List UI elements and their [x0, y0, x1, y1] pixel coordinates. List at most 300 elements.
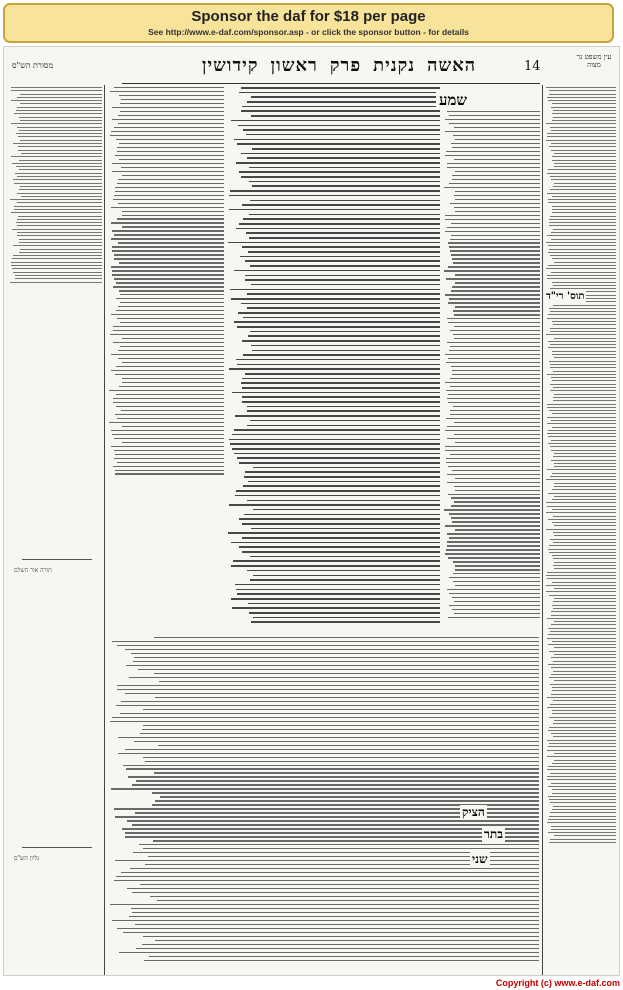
text-line [548, 443, 616, 444]
text-line [550, 176, 617, 177]
text-line [553, 387, 616, 388]
text-line [448, 557, 540, 558]
text-line [554, 466, 616, 467]
text-line [119, 952, 539, 953]
text-line [20, 249, 102, 250]
text-line [550, 446, 616, 447]
text-line [554, 654, 616, 655]
text-line [444, 187, 540, 188]
text-line [552, 380, 617, 381]
text-line [142, 729, 539, 730]
text-line [229, 368, 440, 370]
text-line [547, 318, 616, 319]
text-line [550, 344, 616, 345]
text-line [548, 519, 616, 520]
text-line [546, 140, 616, 141]
text-line [245, 260, 440, 262]
text-line [552, 120, 616, 121]
text-line [550, 331, 616, 332]
text-line [449, 183, 540, 184]
text-line [550, 127, 616, 128]
text-line [554, 621, 616, 622]
text-line [114, 254, 224, 255]
text-line [247, 307, 440, 309]
text-line [445, 553, 540, 554]
text-line [548, 199, 616, 200]
text-line [447, 227, 540, 228]
text-line [553, 532, 616, 533]
text-line [239, 546, 441, 548]
text-line [115, 187, 224, 188]
text-line [450, 346, 540, 347]
text-line [552, 212, 616, 213]
text-line [122, 828, 539, 829]
text-line [552, 282, 616, 283]
text-line [553, 397, 616, 398]
text-line [119, 290, 224, 291]
text-line [550, 802, 616, 803]
text-line [548, 202, 616, 203]
text-line [13, 255, 102, 256]
text-line [112, 171, 224, 172]
text-line [232, 607, 440, 609]
text-line [123, 932, 539, 933]
text-line [118, 753, 539, 754]
text-line [112, 920, 539, 921]
text-line [450, 330, 540, 331]
text-line [452, 286, 540, 287]
text-line [547, 740, 616, 741]
text-line [243, 485, 440, 487]
text-line [237, 457, 440, 459]
text-line [251, 621, 440, 623]
text-line [450, 378, 540, 379]
text-line [550, 812, 616, 813]
text-line [245, 373, 440, 375]
text-line [546, 334, 616, 335]
text-line [445, 450, 540, 451]
text-line [11, 123, 102, 124]
text-line [17, 193, 102, 194]
text-line [133, 661, 539, 662]
text-line [116, 394, 224, 395]
text-line [453, 334, 540, 335]
text-line [158, 745, 539, 746]
text-line [553, 671, 616, 672]
text-line [450, 386, 540, 387]
text-line [546, 87, 616, 88]
header-word-3: פרק [329, 55, 362, 76]
text-line [237, 143, 440, 145]
text-line [444, 270, 540, 271]
text-line [447, 589, 540, 590]
text-line [126, 768, 539, 769]
text-line [125, 832, 539, 833]
text-line [551, 611, 616, 612]
text-line [115, 155, 224, 156]
text-line [550, 476, 616, 477]
text-line [548, 634, 616, 635]
text-line [120, 302, 224, 303]
text-line [117, 151, 224, 152]
text-line [13, 143, 102, 144]
text-line [125, 649, 539, 650]
text-line [553, 371, 616, 372]
text-line [134, 741, 539, 742]
text-line [122, 215, 224, 216]
lower-mark-2: שני [472, 852, 488, 866]
text-line [549, 146, 616, 147]
text-line [548, 314, 616, 315]
text-line [550, 189, 616, 190]
text-line [121, 410, 224, 411]
text-line [446, 462, 540, 463]
text-line [241, 303, 440, 305]
text-line [551, 826, 616, 827]
text-line [547, 97, 616, 98]
text-line [552, 156, 616, 157]
text-line [448, 242, 540, 243]
text-line [17, 176, 102, 177]
text-line [248, 335, 440, 337]
lower-commentary-block [109, 637, 539, 967]
text-line [550, 684, 616, 685]
text-line [548, 245, 616, 246]
text-line [122, 211, 224, 212]
text-line [447, 482, 540, 483]
text-line [122, 175, 224, 176]
text-line [551, 440, 616, 441]
text-line [12, 163, 102, 164]
text-line [119, 95, 224, 96]
text-line [111, 238, 224, 239]
text-line [117, 183, 224, 184]
left-margin-divider [104, 85, 105, 975]
text-line [444, 509, 540, 510]
rashi-heading-box: תוס' רי"ד [546, 291, 585, 302]
text-line [17, 219, 102, 220]
text-line [547, 707, 616, 708]
text-line [547, 423, 616, 424]
text-line [549, 743, 616, 744]
text-line [552, 605, 616, 606]
text-line [243, 129, 440, 131]
text-line [552, 473, 616, 474]
text-line [552, 690, 616, 691]
text-line [237, 326, 440, 328]
lower-mark-3: הציק [462, 805, 485, 819]
text-line [554, 753, 616, 754]
text-line [447, 545, 540, 546]
text-line [446, 418, 540, 419]
text-line [11, 262, 102, 263]
text-line [118, 358, 224, 359]
text-line [239, 92, 440, 94]
text-line [242, 204, 440, 206]
text-line [553, 186, 616, 187]
text-line [445, 354, 540, 355]
text-line [120, 111, 224, 112]
text-line [228, 242, 440, 244]
text-line [110, 334, 224, 335]
text-line [551, 783, 616, 784]
text-line [550, 704, 616, 705]
text-line [551, 232, 616, 233]
text-line [455, 139, 540, 140]
text-line [111, 430, 224, 431]
text-line [549, 717, 616, 718]
page-header [149, 55, 529, 76]
text-line [445, 446, 540, 447]
text-line [548, 549, 616, 550]
text-line [548, 100, 616, 101]
text-line [11, 156, 102, 157]
text-line [451, 517, 540, 518]
text-line [553, 608, 616, 609]
text-line [548, 796, 616, 797]
text-line [447, 111, 540, 112]
text-line [454, 486, 540, 487]
text-line [552, 582, 616, 583]
text-line [245, 275, 441, 277]
text-line [454, 195, 540, 196]
text-line [445, 525, 540, 526]
text-line [125, 693, 539, 694]
text-line [13, 245, 102, 246]
text-line [114, 195, 224, 196]
text-line [18, 150, 102, 151]
text-line [549, 225, 616, 226]
text-line [239, 223, 440, 225]
text-line [229, 209, 440, 211]
text-line [114, 87, 224, 88]
text-line [453, 573, 540, 574]
text-line [19, 117, 103, 118]
text-line [132, 824, 539, 825]
text-line [234, 429, 440, 431]
text-line [116, 366, 224, 367]
text-line [551, 450, 616, 451]
text-line [152, 792, 539, 793]
text-line [553, 324, 616, 325]
text-line [118, 350, 224, 351]
text-line [552, 687, 616, 688]
text-line [548, 430, 616, 431]
text-line [551, 272, 616, 273]
text-line [451, 290, 540, 291]
text-line [235, 415, 440, 417]
text-line [549, 552, 616, 553]
text-line [231, 120, 440, 122]
text-line [549, 842, 616, 843]
text-line [547, 776, 616, 777]
text-line [552, 113, 616, 114]
text-line [17, 225, 102, 226]
text-line [547, 618, 616, 619]
text-line [554, 598, 616, 599]
text-line [453, 581, 540, 582]
text-line [453, 310, 540, 311]
text-line [135, 924, 539, 925]
text-line [241, 87, 440, 89]
text-line [19, 189, 102, 190]
text-line [231, 298, 440, 300]
text-line [450, 410, 540, 411]
text-line [553, 601, 616, 602]
text-line [452, 609, 540, 610]
text-line [242, 396, 440, 398]
text-line [15, 173, 102, 174]
text-line [552, 710, 616, 711]
text-line [448, 617, 540, 618]
text-line [138, 669, 539, 670]
text-line [546, 585, 616, 586]
text-line [552, 641, 616, 642]
text-line [554, 453, 616, 454]
text-line [554, 568, 616, 569]
text-line [449, 350, 540, 351]
text-line [119, 386, 224, 387]
text-line [553, 110, 616, 111]
text-line [17, 107, 102, 108]
text-line [10, 282, 102, 283]
text-line [547, 750, 616, 751]
text-line [114, 450, 224, 451]
text-line [250, 556, 440, 558]
text-line [455, 585, 540, 586]
text-line [140, 884, 539, 885]
text-line [119, 159, 224, 160]
text-line [17, 127, 102, 128]
text-line [454, 314, 540, 315]
text-line [117, 462, 224, 463]
text-line [20, 120, 102, 121]
gemara-main-column [228, 87, 440, 627]
text-line [20, 140, 102, 141]
text-line [112, 107, 224, 108]
text-line [113, 330, 224, 331]
text-line [249, 181, 440, 183]
text-line [117, 645, 539, 646]
text-line [116, 298, 224, 299]
text-line [114, 458, 224, 459]
text-line [139, 844, 539, 845]
text-line [18, 216, 102, 217]
text-line [11, 100, 102, 101]
text-line [119, 143, 224, 144]
text-line [120, 322, 224, 323]
text-line [19, 169, 102, 170]
text-line [122, 226, 224, 227]
sponsor-banner-button[interactable] [3, 3, 614, 43]
text-line [150, 896, 539, 897]
text-line [112, 163, 224, 164]
sponsor-headline: Sponsor the daf for $18 per page [191, 8, 426, 25]
text-line [445, 131, 540, 132]
copyright-notice: Copyright (c) www.e-daf.com [495, 978, 620, 988]
talmud-page-scan [3, 46, 620, 976]
text-line [21, 196, 102, 197]
text-line [120, 346, 224, 347]
text-line [551, 420, 616, 421]
text-line [548, 628, 616, 629]
text-line [119, 262, 224, 263]
text-line [454, 326, 540, 327]
text-line [127, 820, 539, 821]
text-line [452, 374, 540, 375]
text-line [246, 134, 440, 136]
text-line [229, 504, 440, 506]
text-line [16, 222, 102, 223]
text-line [121, 167, 224, 168]
text-line [136, 780, 539, 781]
text-line [455, 274, 540, 275]
text-line [549, 799, 616, 800]
text-line [11, 90, 102, 91]
text-line [20, 94, 102, 95]
text-line [549, 308, 616, 309]
text-line [549, 545, 616, 546]
text-line [111, 354, 224, 355]
text-line [552, 206, 616, 207]
text-line [548, 766, 616, 767]
text-line [117, 928, 539, 929]
text-line [236, 228, 440, 230]
text-line [548, 341, 616, 342]
text-line [452, 179, 540, 180]
text-line [447, 318, 540, 319]
side-note-torah-or: תורה אור השלם [14, 567, 52, 574]
text-line [242, 378, 440, 380]
text-line [554, 338, 616, 339]
text-line [552, 354, 616, 355]
text-line [113, 342, 224, 343]
text-line [546, 268, 616, 269]
text-line [249, 237, 440, 239]
text-line [125, 749, 539, 750]
lower-commentary-lines [109, 637, 539, 961]
text-line [112, 434, 224, 435]
text-line [109, 422, 224, 423]
text-line [552, 160, 616, 161]
text-line [112, 246, 224, 247]
text-line [113, 199, 224, 200]
text-line [242, 246, 440, 248]
text-line [550, 773, 616, 774]
text-line [546, 591, 616, 592]
text-line [547, 572, 616, 573]
text-line [125, 836, 539, 837]
text-line [247, 293, 440, 295]
text-line [554, 483, 616, 484]
text-line [445, 430, 540, 431]
text-line [155, 697, 539, 698]
text-line [244, 514, 440, 516]
text-line [243, 354, 440, 356]
text-line [554, 647, 616, 648]
text-line [448, 322, 540, 323]
text-line [242, 551, 440, 553]
text-line [552, 713, 616, 714]
text-line [14, 113, 102, 114]
text-line [552, 351, 616, 352]
text-line [549, 90, 616, 91]
text-line [17, 232, 102, 233]
text-line [112, 717, 539, 718]
left-margin-text-lines [10, 87, 102, 283]
text-line [552, 103, 616, 104]
text-line [549, 249, 616, 250]
